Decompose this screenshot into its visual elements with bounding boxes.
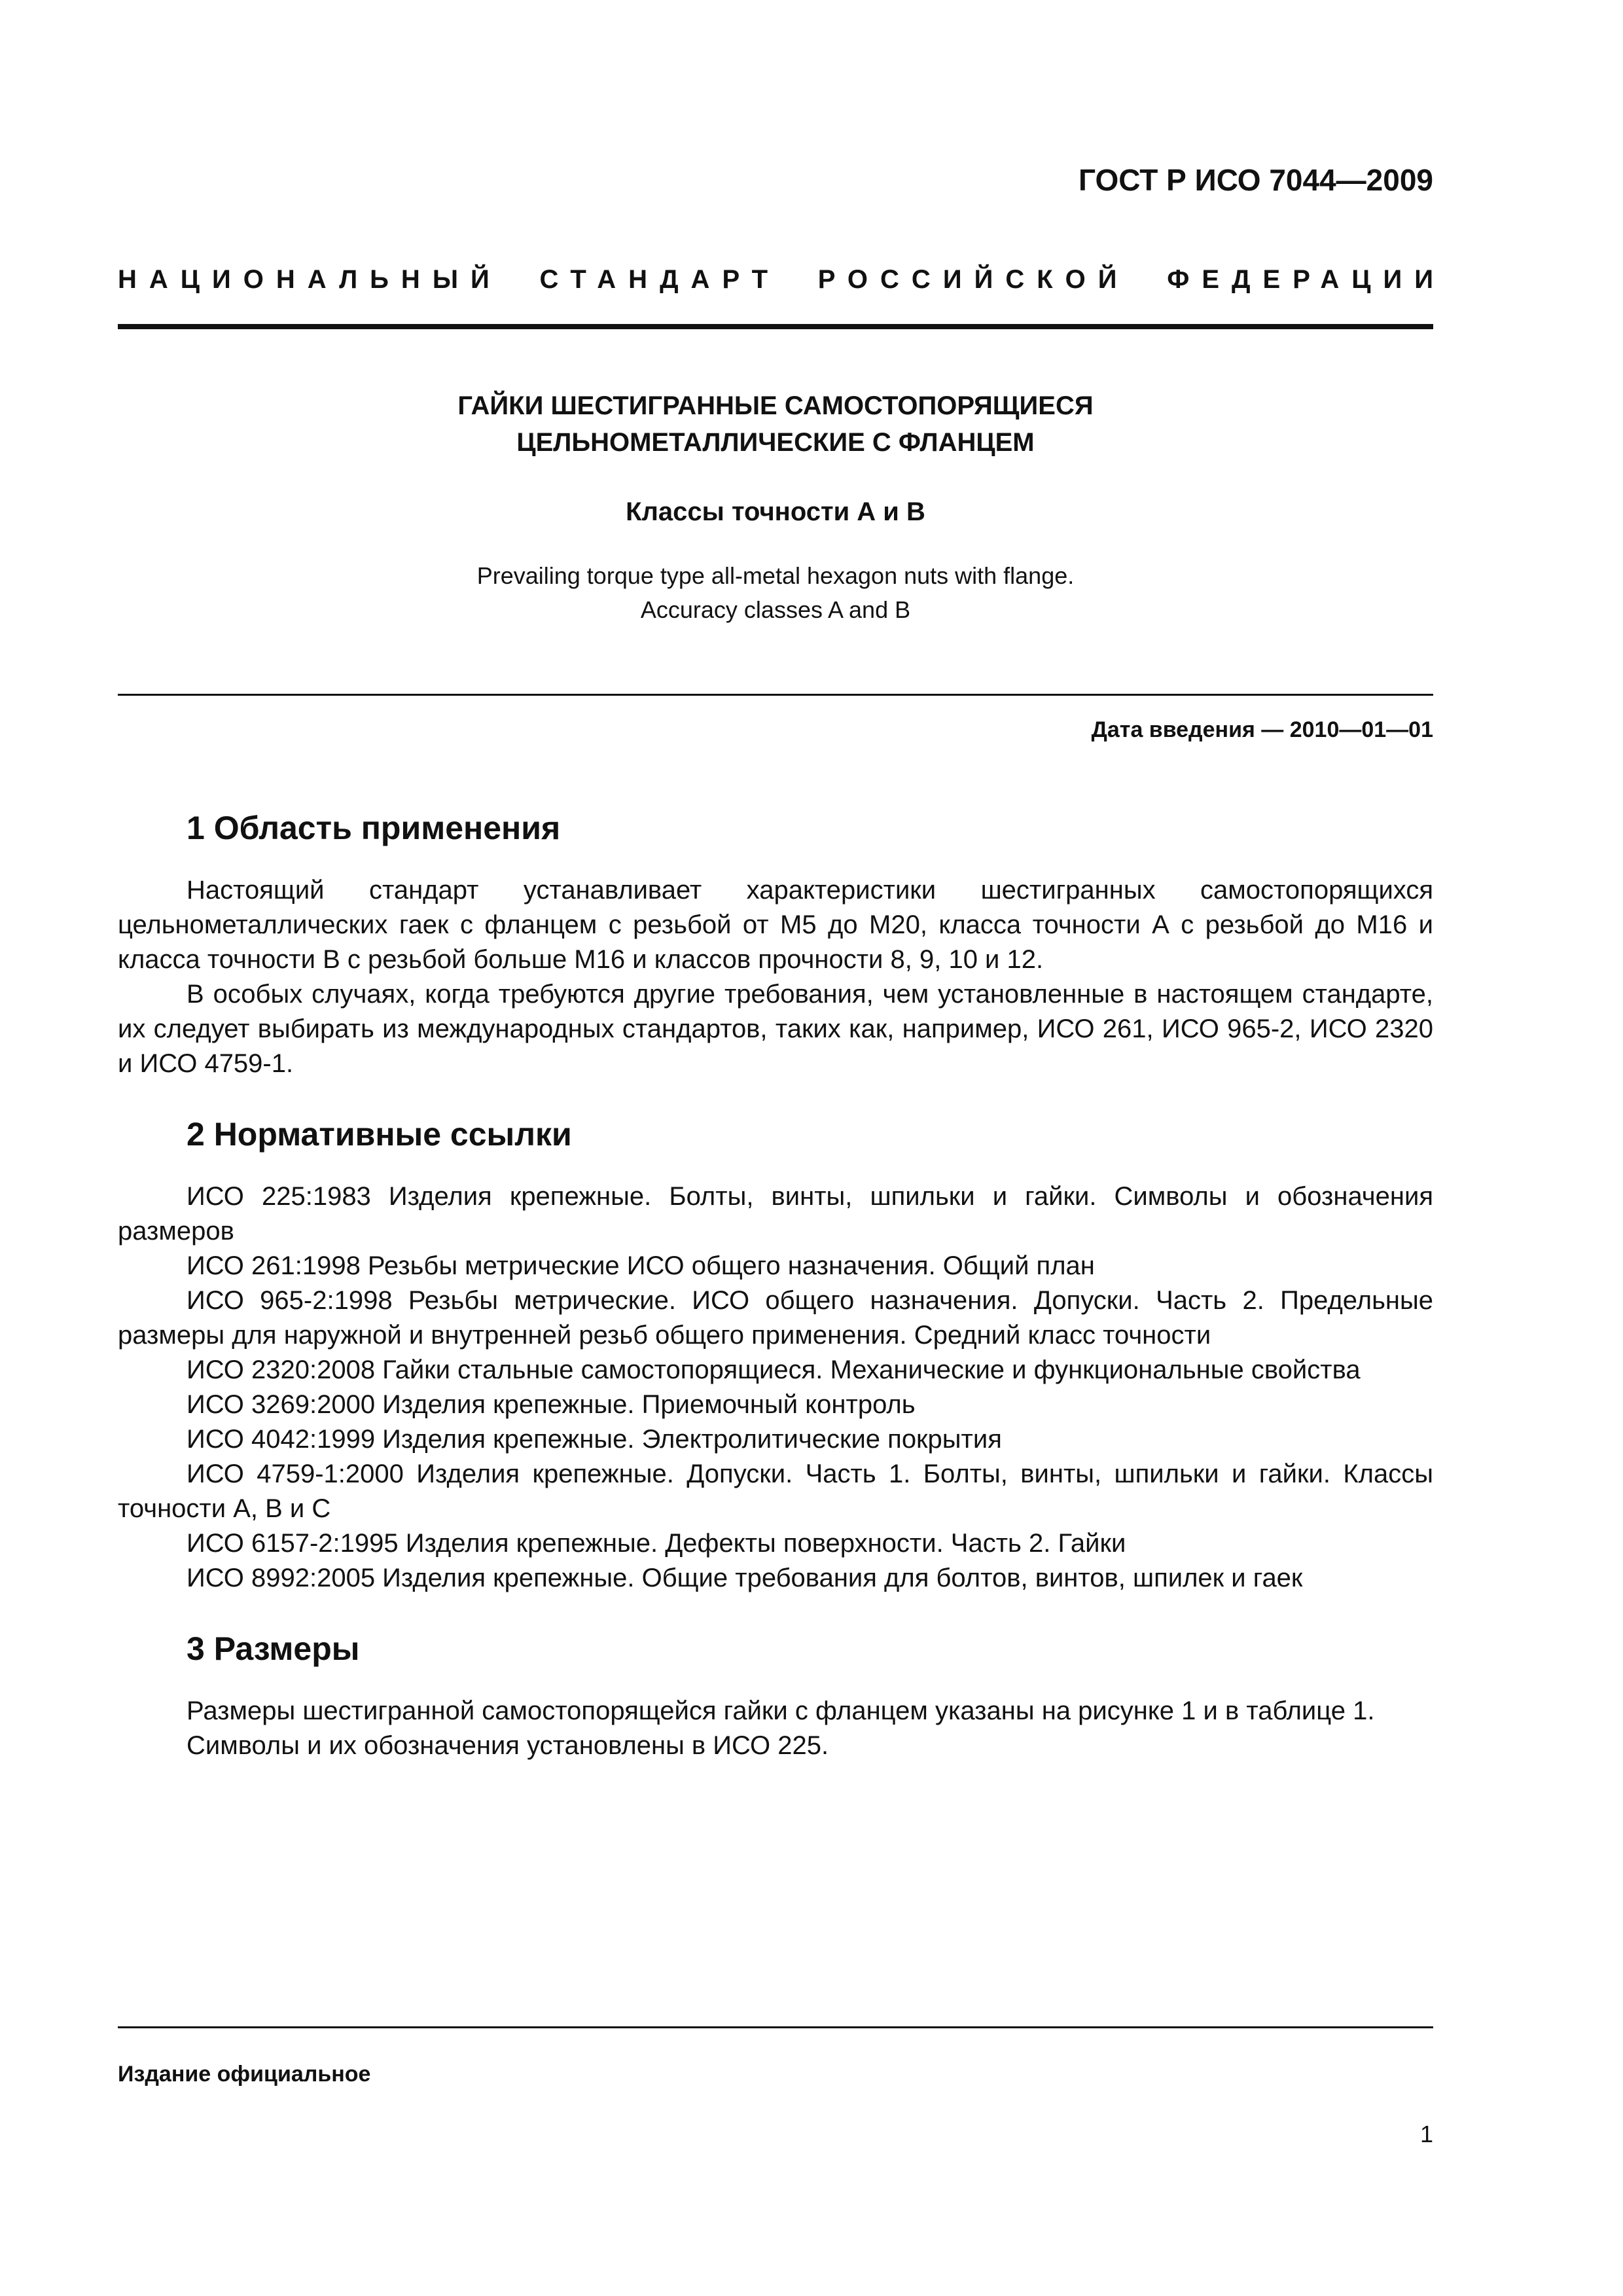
reference-item: ИСО 3269:2000 Изделия крепежные. Приемочный контроль (187, 1390, 916, 1419)
standard-designation: ГОСТ Р ИСО 7044—2009 (1078, 163, 1433, 197)
document-subtitle: Классы точности А и В (626, 497, 925, 526)
dimensions-paragraph: Размеры шестигранной самостопорящейся гайки с фланцем указаны на рисунке 1 и в таблице 1. (187, 1696, 1375, 1725)
english-title-line: Prevailing torque type all-metal hexagon nuts with flange. (476, 562, 1075, 589)
footer-rule (118, 2026, 1433, 2028)
header-thick-rule (118, 324, 1433, 329)
reference-item: ИСО 225:1983 Изделия крепежные. Болты, винты, шпильки и гайки. Символы и обозначения размеров (118, 1182, 1433, 1246)
document-body (118, 805, 1433, 1763)
scope-paragraph: Настоящий стандарт устанавливает характеристики шестигранных самостопорящихся цельнометаллических гаек с фланцем с резьбой от М5 до М20, класса точности А с резьбой до М16 и класса точности В с резьбой больше М16 и классов прочности 8, 9, 10 и 12. (118, 876, 1433, 974)
scope-paragraph: В особых случаях, когда требуются другие требования, чем установленные в настоящем стандарте, их следует выбирать из международных стандартов, таких как, например, ИСО 261, ИСО 965-2, ИСО 2320 и ИСО 4759-1. (118, 980, 1433, 1078)
page-number: 1 (1419, 2121, 1433, 2147)
document-title (118, 387, 1433, 461)
reference-item: ИСО 6157-2:1995 Изделия крепежные. Дефекты поверхности. Часть 2. Гайки (187, 1529, 1126, 1558)
title-line: ЦЕЛЬНОМЕТАЛЛИЧЕСКИЕ С ФЛАНЦЕМ (516, 428, 1035, 457)
title-line: ГАЙКИ ШЕСТИГРАННЫЕ САМОСТОПОРЯЩИЕСЯ (457, 391, 1094, 420)
banner-word: ФЕДЕРАЦИИ (1167, 265, 1446, 294)
section-heading-dimensions: 3 Размеры (187, 1630, 360, 1667)
reference-item: ИСО 2320:2008 Гайки стальные самостопорящиеся. Механические и функциональные свойства (187, 1355, 1361, 1384)
banner-word: РОССИЙСКОЙ (817, 265, 1130, 294)
english-title (118, 559, 1433, 627)
official-edition-label: Издание официальное (118, 2062, 371, 2087)
dimensions-paragraph: Символы и их обозначения установлены в ИСО 225. (187, 1731, 829, 1760)
section-heading-references: 2 Нормативные ссылки (187, 1116, 572, 1153)
national-standard-banner (118, 265, 1446, 295)
reference-item: ИСО 8992:2005 Изделия крепежные. Общие требования для болтов, винтов, шпилек и гаек (187, 1564, 1303, 1592)
title-divider-rule (118, 694, 1433, 696)
title-block (118, 387, 1433, 627)
reference-item: ИСО 4042:1999 Изделия крепежные. Электролитические покрытия (187, 1425, 1002, 1454)
reference-item: ИСО 4759-1:2000 Изделия крепежные. Допуски. Часть 1. Болты, винты, шпильки и гайки. Классы точности А, В и С (118, 1460, 1433, 1523)
banner-word: СТАНДАРТ (539, 265, 781, 294)
section-heading-scope: 1 Область применения (187, 810, 561, 846)
english-title-line: Accuracy classes A and B (640, 596, 911, 623)
introduction-date: Дата введения — 2010—01—01 (1091, 717, 1433, 742)
banner-word: НАЦИОНАЛЬНЫЙ (118, 265, 502, 294)
reference-item: ИСО 965-2:1998 Резьбы метрические. ИСО общего назначения. Допуски. Часть 2. Предельные размеры для наружной и внутренней резьб общего применения. Средний класс точности (118, 1286, 1433, 1350)
reference-item: ИСО 261:1998 Резьбы метрические ИСО общего назначения. Общий план (187, 1251, 1095, 1280)
